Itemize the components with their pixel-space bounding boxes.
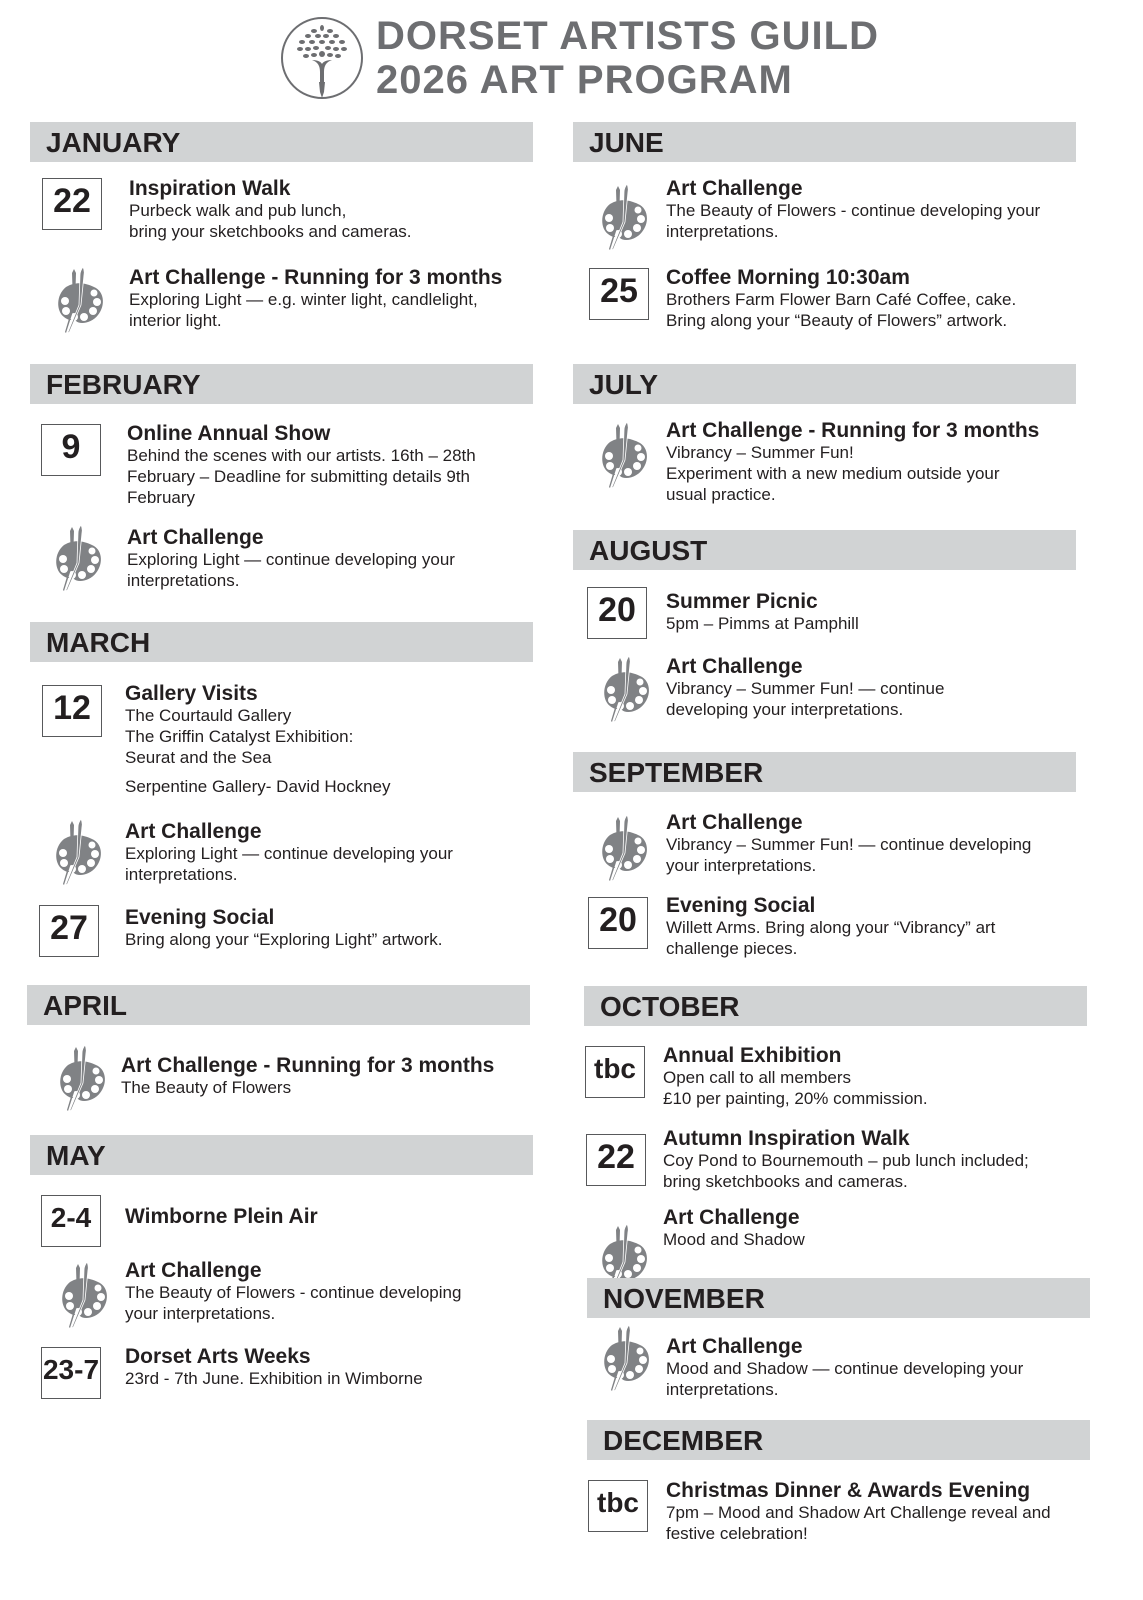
event-title: Art Challenge [663, 1206, 800, 1229]
event-item [125, 906, 535, 950]
event-title: Dorset Arts Weeks [125, 1345, 311, 1368]
event-item [121, 1054, 531, 1098]
event-description: Brothers Farm Flower Barn Café Coffee, cake. Bring along your “Beauty of Flowers” artwork. [666, 290, 1017, 330]
event-title: Art Challenge - Running for 3 months [129, 266, 503, 289]
event-title: Evening Social [125, 906, 275, 929]
event-description: The Beauty of Flowers - continue developing your interpretations. [125, 1283, 462, 1323]
date-box: 25 [589, 268, 649, 320]
event-title: Art Challenge [666, 1335, 803, 1358]
date-box: tbc [585, 1046, 645, 1098]
event-description: Vibrancy – Summer Fun! Experiment with a new medium outside your usual practice. [666, 443, 1000, 504]
event-title: Coffee Morning 10:30am [666, 266, 910, 289]
date-box: 2-4 [41, 1195, 101, 1247]
event-item [125, 682, 535, 797]
event-title: Art Challenge [125, 820, 262, 843]
event-item [125, 1345, 535, 1389]
event-title: Art Challenge - Running for 3 months [121, 1054, 495, 1077]
page-title [376, 14, 879, 102]
event-description: 23rd - 7th June. Exhibition in Wimborne [125, 1369, 423, 1388]
palette-icon [598, 1323, 654, 1393]
event-description: The Beauty of Flowers [121, 1078, 292, 1097]
event-item [666, 655, 1096, 720]
palette-icon [596, 420, 652, 490]
event-title: Annual Exhibition [663, 1044, 842, 1067]
event-title: Art Challenge [666, 811, 803, 834]
event-item [127, 422, 537, 508]
event-title: Art Challenge [666, 177, 803, 200]
event-item [663, 1206, 1093, 1250]
palette-icon [56, 1260, 112, 1330]
event-description: Bring along your “Exploring Light” artwork. [125, 930, 443, 949]
month-header-december: DECEMBER [587, 1420, 1090, 1460]
date-box: 20 [587, 587, 647, 639]
event-item [127, 526, 537, 591]
event-description: Vibrancy – Summer Fun! — continue developing your interpretations. [666, 679, 945, 719]
event-title: Art Challenge [125, 1259, 262, 1282]
palette-icon [50, 523, 106, 593]
event-title: Art Challenge [127, 526, 264, 549]
event-title: Gallery Visits [125, 682, 258, 705]
date-box: 20 [588, 897, 648, 949]
date-box: 22 [42, 178, 102, 230]
event-item [666, 1479, 1106, 1544]
event-item [663, 1044, 1093, 1109]
event-item [129, 177, 539, 242]
palette-icon [598, 654, 654, 724]
event-title: Christmas Dinner & Awards Evening [666, 1479, 1031, 1502]
event-description-extra: Serpentine Gallery- David Hockney [125, 777, 391, 796]
month-header-june: JUNE [573, 122, 1076, 162]
title-line-1: DORSET ARTISTS GUILD [376, 14, 879, 58]
month-header-march: MARCH [30, 622, 533, 662]
event-description: The Beauty of Flowers - continue developing your interpretations. [666, 201, 1041, 241]
month-header-february: FEBRUARY [30, 364, 533, 404]
date-box: 9 [41, 424, 101, 476]
date-box: tbc [588, 1480, 648, 1532]
month-header-may: MAY [30, 1135, 533, 1175]
palette-icon [54, 1043, 110, 1113]
date-box: 22 [586, 1134, 646, 1186]
event-description: Willett Arms. Bring along your “Vibrancy” art challenge pieces. [666, 918, 996, 958]
event-item [666, 177, 1096, 242]
event-item [666, 419, 1096, 505]
event-title: Online Annual Show [127, 422, 331, 445]
month-header-april: APRIL [27, 985, 530, 1025]
event-title: Inspiration Walk [129, 177, 291, 200]
event-title: Wimborne Plein Air [125, 1205, 318, 1228]
event-description: Open call to all members £10 per painting, 20% commission. [663, 1068, 928, 1108]
event-item [129, 266, 539, 331]
event-item [666, 266, 1096, 331]
date-box: 27 [39, 905, 99, 957]
event-title: Art Challenge - Running for 3 months [666, 419, 1040, 442]
event-description: Exploring Light — continue developing your interpretations. [127, 550, 455, 590]
event-item [125, 1205, 535, 1228]
date-box: 12 [42, 685, 102, 737]
month-header-july: JULY [573, 364, 1076, 404]
event-item [125, 1259, 535, 1324]
event-item [125, 820, 535, 885]
palette-icon [596, 182, 652, 252]
event-description: 7pm – Mood and Shadow Art Challenge reveal and festive celebration! [666, 1503, 1051, 1543]
date-box: 23-7 [41, 1347, 101, 1399]
event-description: Mood and Shadow [663, 1230, 805, 1249]
event-description: The Courtauld Gallery The Griffin Catalyst Exhibition: Seurat and the Sea [125, 706, 354, 767]
palette-icon [52, 265, 108, 335]
event-description: Behind the scenes with our artists. 16th – 28th February – Deadline for submitting details 9th February [127, 446, 476, 507]
event-description: Mood and Shadow — continue developing your interpretations. [666, 1359, 1024, 1399]
event-item [666, 590, 1096, 634]
event-description: 5pm – Pimms at Pamphill [666, 614, 859, 633]
event-item [663, 1127, 1093, 1192]
event-description: Exploring Light — e.g. winter light, candlelight, interior light. [129, 290, 478, 330]
event-item [666, 811, 1096, 876]
event-title: Evening Social [666, 894, 816, 917]
month-header-september: SEPTEMBER [573, 752, 1076, 792]
event-description: Exploring Light — continue developing your interpretations. [125, 844, 453, 884]
month-header-october: OCTOBER [584, 986, 1087, 1026]
palette-icon [50, 817, 106, 887]
event-title: Summer Picnic [666, 590, 818, 613]
month-header-november: NOVEMBER [587, 1278, 1090, 1318]
event-description: Coy Pond to Bournemouth – pub lunch included; bring sketchbooks and cameras. [663, 1151, 1029, 1191]
month-header-january: JANUARY [30, 122, 533, 162]
month-header-august: AUGUST [573, 530, 1076, 570]
event-item [666, 1335, 1096, 1400]
event-title: Autumn Inspiration Walk [663, 1127, 910, 1150]
palette-icon [596, 813, 652, 883]
tree-paintbrush-logo-icon [280, 16, 364, 100]
title-line-2: 2026 ART PROGRAM [376, 58, 793, 102]
page-header [280, 14, 920, 104]
event-title: Art Challenge [666, 655, 803, 678]
event-item [666, 894, 1096, 959]
event-description: Vibrancy – Summer Fun! — continue developing your interpretations. [666, 835, 1032, 875]
event-description: Purbeck walk and pub lunch, bring your sketchbooks and cameras. [129, 201, 412, 241]
